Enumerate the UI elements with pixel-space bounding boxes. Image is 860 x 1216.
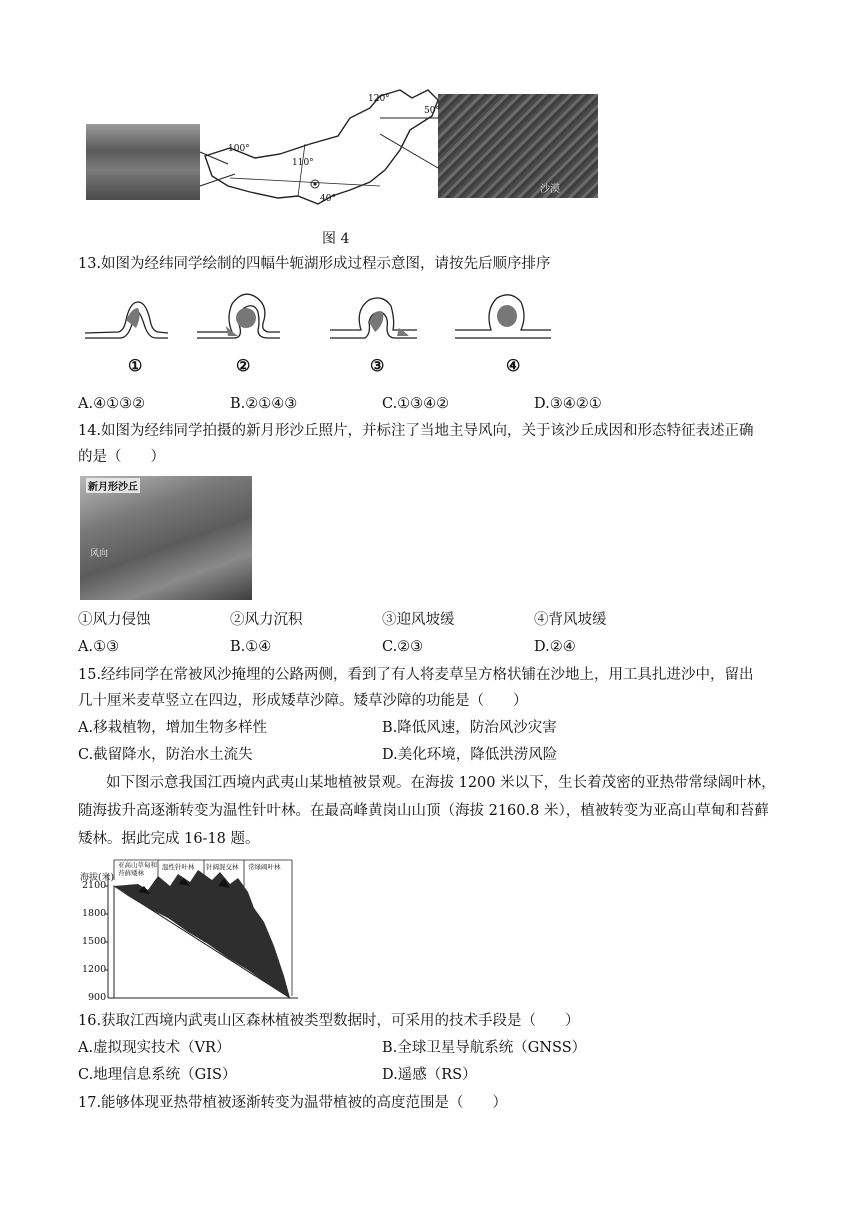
q16-stem: 16.获取江西境内武夷山区森林植被类型数据时，可采用的技术手段是（ ） — [78, 1013, 580, 1029]
map-label-50: 50° — [424, 106, 440, 116]
q14-statement-2: ②风力沉积 — [230, 612, 303, 628]
oxbow-label-3: ③ — [370, 356, 385, 375]
figure-4 — [80, 78, 600, 228]
map-label-100: 100° — [228, 144, 250, 154]
passage-line1: 如下图示意我国江西境内武夷山某地植被景观。在海拔 1200 米以下，生长着茂密的亚热带常绿阔叶林， — [106, 775, 776, 791]
q14-statement-4: ④背风坡缓 — [534, 612, 607, 628]
q14-stem-line2: 的是（ ） — [78, 449, 165, 465]
veg-tick-1200: 1200 — [82, 964, 107, 975]
inner-mongolia-map — [80, 78, 600, 228]
map-label-120: 120° — [368, 94, 390, 104]
q15-option-a[interactable]: A.移栽植物，增加生物多样性 — [78, 720, 268, 736]
q15-stem-line1: 15.经纬同学在常被风沙掩埋的公路两侧，看到了有人将麦草呈方格状铺在沙地上，用工具扎进沙中，留出 — [78, 667, 754, 683]
passage-line2: 随海拔升高逐渐转变为温性针叶林。在最高峰黄岗山山顶（海拔 2160.8 米），植被转变为亚高山草甸和苔藓 — [78, 803, 769, 819]
q14-option-d[interactable]: D.②④ — [534, 639, 576, 655]
oxbow-lake-diagrams — [80, 288, 580, 348]
q15-option-d[interactable]: D.美化环境，降低洪涝风险 — [382, 747, 558, 763]
q13-option-d[interactable]: D.③④②① — [534, 396, 602, 412]
veg-zone-conifer: 温性针叶林 — [162, 863, 195, 871]
q15-stem-line2: 几十厘米麦草竖立在四边，形成矮草沙障。矮草沙障的功能是（ ） — [78, 693, 528, 709]
q15-option-c[interactable]: C.截留降水，防治水土流失 — [78, 747, 253, 763]
q14-option-a[interactable]: A.①③ — [78, 639, 120, 655]
map-label-40: 40° — [320, 194, 336, 204]
veg-ylabel: 海拔(米) — [80, 873, 115, 883]
veg-zone-meadow: 亚高山草甸和苔藓矮林 — [118, 861, 157, 877]
q16-option-c[interactable]: C.地理信息系统（GIS） — [78, 1067, 237, 1083]
q13-option-c[interactable]: C.①③④② — [382, 396, 450, 412]
vegetation-figure — [78, 856, 310, 1002]
q14-option-b[interactable]: B.①④ — [230, 639, 272, 655]
photo-right-text: 沙漠 — [540, 184, 560, 195]
q14-stem-line1: 14.如图为经纬同学拍摄的新月形沙丘照片，并标注了当地主导风向，关于该沙丘成因和形态特征表述正确 — [78, 423, 754, 439]
q13-option-b[interactable]: B.②①④③ — [230, 396, 298, 412]
veg-tick-2100: 2100 — [82, 880, 107, 891]
q16-option-a[interactable]: A.虚拟现实技术（VR） — [78, 1040, 231, 1056]
dune-photo-label: 新月形沙丘 — [86, 478, 140, 493]
q13-option-a[interactable]: A.④①③② — [78, 396, 146, 412]
veg-zone-mixed: 针阔混交林 — [206, 863, 239, 871]
oxbow-label-4: ④ — [506, 356, 521, 375]
veg-zone-broadleaf: 常绿阔叶林 — [248, 863, 281, 871]
oxbow-label-2: ② — [236, 356, 251, 375]
map-label-110: 110° — [292, 158, 314, 168]
oxbow-label-1: ① — [128, 356, 143, 375]
dune-photo-wind: 风向 — [90, 549, 109, 559]
q14-option-c[interactable]: C.②③ — [382, 639, 424, 655]
veg-tick-1500: 1500 — [82, 936, 107, 947]
figure-4-caption: 图 4 — [322, 231, 350, 247]
q13-stem: 13.如图为经纬同学绘制的四幅牛轭湖形成过程示意图，请按先后顺序排序 — [78, 256, 551, 272]
veg-tick-1800: 1800 — [82, 908, 107, 919]
crescent-dune-photo — [80, 476, 252, 600]
q14-statement-3: ③迎风坡缓 — [382, 612, 455, 628]
veg-tick-900: 900 — [88, 992, 107, 1003]
q16-option-d[interactable]: D.遥感（RS） — [382, 1067, 477, 1083]
passage-line3: 矮林。据此完成 16-18 题。 — [78, 831, 260, 847]
q16-option-b[interactable]: B.全球卫星导航系统（GNSS） — [382, 1040, 587, 1056]
q15-option-b[interactable]: B.降低风速，防治风沙灾害 — [382, 720, 557, 736]
q17-stem: 17.能够体现亚热带植被逐渐转变为温带植被的高度范围是（ ） — [78, 1095, 508, 1111]
q14-statement-1: ①风力侵蚀 — [78, 612, 151, 628]
